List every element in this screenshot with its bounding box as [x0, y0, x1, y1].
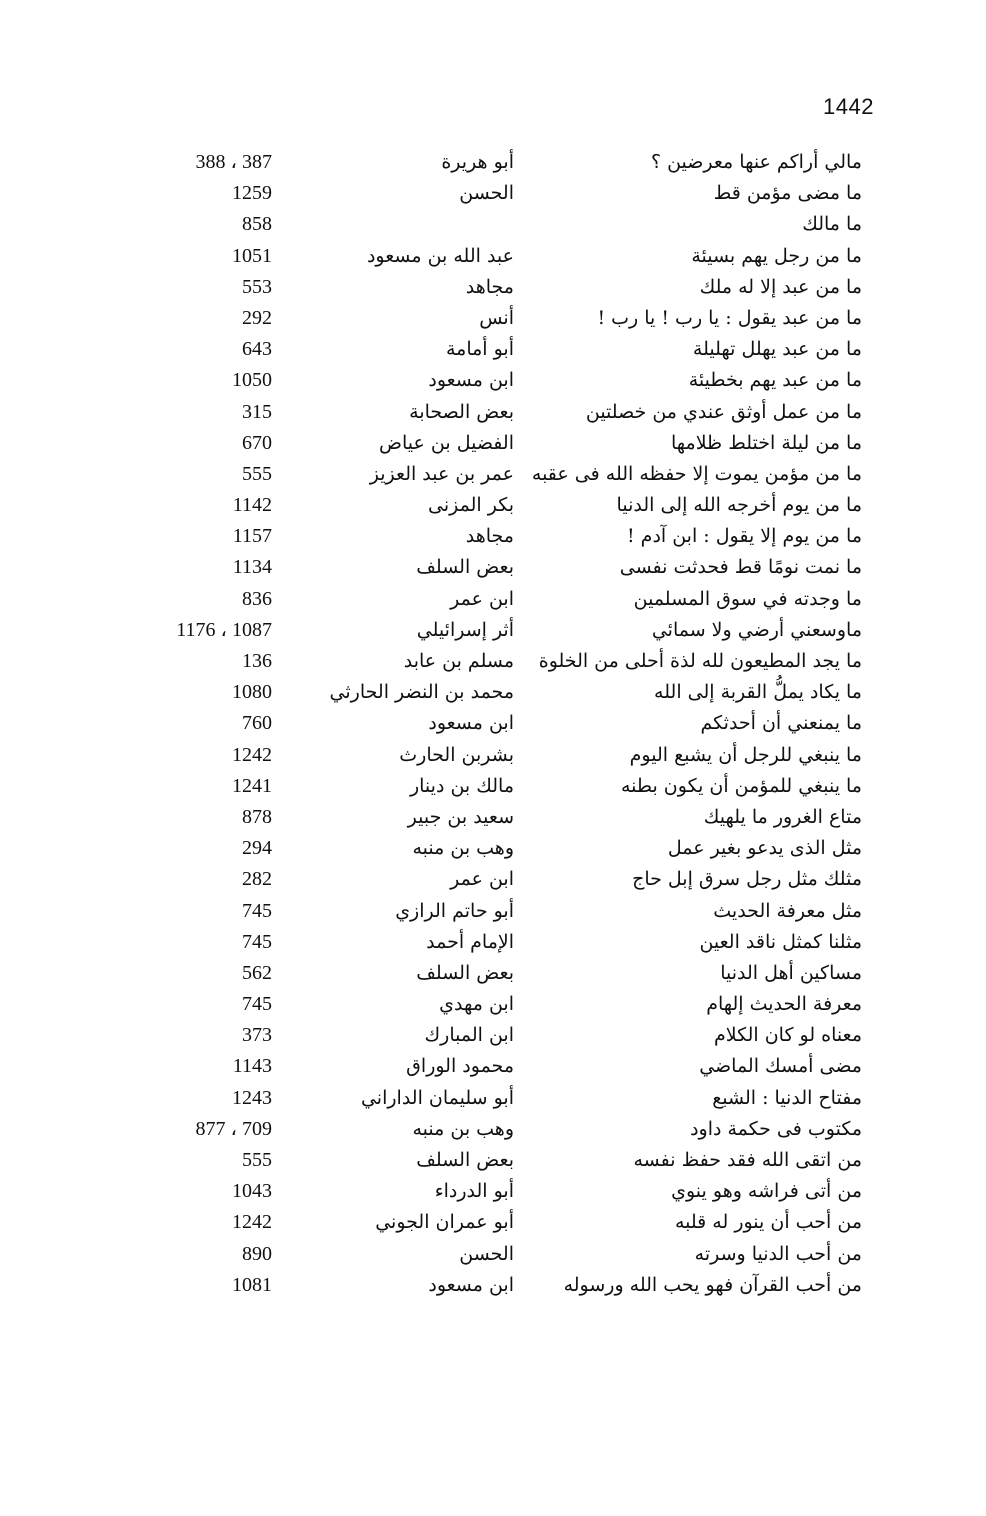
page-reference: 1242 — [232, 743, 272, 766]
index-row — [0, 646, 986, 677]
saying-text: مالي أراكم عنها معرضين ؟ — [650, 151, 862, 173]
index-row — [0, 896, 986, 927]
index-row — [0, 552, 986, 583]
page-reference: 562 — [242, 961, 272, 984]
index-row — [0, 365, 986, 396]
saying-text: ما من عبد يقول : يا رب ! يا رب ! — [597, 306, 862, 329]
index-row — [0, 1083, 986, 1114]
page-reference: 643 — [242, 338, 272, 361]
saying-text: مفتاح الدنيا : الشبع — [712, 1086, 862, 1109]
page-reference: 1134 — [232, 556, 272, 579]
saying-text: ما من يوم إلا يقول : ابن آدم ! — [627, 525, 862, 548]
narrator-name: الفضيل بن عياض — [379, 431, 514, 454]
narrator-name: الحسن — [459, 182, 514, 205]
saying-text: ما يجد المطيعون لله لذة أحلى من الخلوة — [538, 650, 862, 672]
index-row — [0, 147, 986, 178]
saying-text: ماوسعني أرضي ولا سمائي — [651, 618, 862, 641]
index-row — [0, 1270, 986, 1301]
narrator-name: مسلم بن عابد — [403, 650, 514, 672]
index-table — [0, 147, 986, 1301]
index-row — [0, 864, 986, 895]
index-row — [0, 584, 986, 615]
page-reference: 373 — [242, 1024, 272, 1047]
page-reference: 315 — [242, 400, 272, 423]
page-reference: 1087 ، 1176 — [176, 618, 272, 641]
narrator-name: أبو حاتم الرازي — [395, 899, 514, 922]
saying-text: ما يمنعني أن أحدثكم — [700, 712, 862, 735]
index-row — [0, 241, 986, 272]
saying-text: ما ينبغي للرجل أن يشبع اليوم — [629, 743, 862, 766]
page-reference: 670 — [242, 431, 272, 454]
saying-text: من أحب أن ينور له قلبه — [674, 1211, 862, 1234]
narrator-name: ابن مسعود — [428, 369, 514, 392]
saying-text: معناه لو كان الكلام — [714, 1024, 862, 1047]
narrator-name: بشربن الحارث — [399, 743, 514, 766]
saying-text: ما يكاد يملُّ القربة إلى الله — [654, 681, 862, 704]
page-reference: 1051 — [232, 244, 272, 267]
narrator-name: عبد الله بن مسعود — [366, 244, 514, 267]
index-row — [0, 958, 986, 989]
saying-text: متاع الغرور ما يلهيك — [703, 805, 862, 828]
narrator-name: بعض السلف — [416, 556, 514, 579]
saying-text: ما ينبغي للمؤمن أن يكون بطنه — [620, 774, 862, 797]
narrator-name: ابن المبارك — [424, 1024, 514, 1047]
index-row — [0, 1051, 986, 1082]
index-row — [0, 771, 986, 802]
narrator-name: مالك بن دينار — [409, 774, 514, 797]
narrator-name: أبو أمامة — [445, 338, 514, 361]
index-row — [0, 802, 986, 833]
page-reference: 709 ، 877 — [195, 1117, 272, 1140]
narrator-name: سعيد بن جبير — [407, 805, 514, 828]
page-reference: 1050 — [232, 369, 272, 392]
index-row — [0, 428, 986, 459]
index-row — [0, 708, 986, 739]
page-reference: 387 ، 388 — [195, 151, 272, 173]
saying-text: ما مالك — [802, 213, 862, 236]
narrator-name: عمر بن عبد العزيز — [369, 462, 514, 485]
narrator-name: أبو عمران الجوني — [375, 1211, 514, 1234]
index-row — [0, 740, 986, 771]
index-row — [0, 1176, 986, 1207]
index-row — [0, 209, 986, 240]
page-reference: 745 — [242, 899, 272, 922]
narrator-name: ابن مسعود — [428, 1273, 514, 1296]
index-row — [0, 1114, 986, 1145]
narrator-name: محمود الوراق — [406, 1055, 514, 1078]
index-row — [0, 1239, 986, 1270]
saying-text: ما نمت نومًا قط فحدثت نفسى — [619, 556, 862, 579]
page-reference: 890 — [242, 1242, 272, 1265]
index-row — [0, 303, 986, 334]
page-reference: 1242 — [232, 1211, 272, 1234]
narrator-name: بعض الصحابة — [409, 400, 514, 423]
page-reference: 760 — [242, 712, 272, 735]
narrator-name: ابن عمر — [450, 587, 514, 610]
page-reference: 1043 — [232, 1180, 272, 1203]
saying-text: مساكين أهل الدنيا — [720, 961, 862, 984]
narrator-name: أثر إسرائيلي — [416, 618, 514, 641]
index-row — [0, 1207, 986, 1238]
index-row — [0, 178, 986, 209]
saying-text: ما من ليلة اختلط ظلامها — [670, 431, 862, 454]
saying-text: ما من يوم أخرجه الله إلى الدنيا — [616, 494, 862, 517]
narrator-name: بكر المزنى — [428, 494, 514, 517]
narrator-name: الإمام أحمد — [426, 930, 514, 953]
narrator-name: ابن مسعود — [428, 712, 514, 735]
saying-text: ما من مؤمن يموت إلا حفظه الله فى عقبه — [531, 462, 862, 485]
narrator-name: وهب بن منبه — [412, 1117, 514, 1140]
narrator-name: مجاهد — [465, 525, 514, 548]
page-reference: 1142 — [232, 494, 272, 517]
saying-text: مثل معرفة الحديث — [713, 899, 862, 922]
narrator-name: وهب بن منبه — [412, 837, 514, 860]
page-reference: 745 — [242, 930, 272, 953]
saying-text: ما من عبد يهلل تهليلة — [692, 338, 862, 361]
page-reference: 136 — [242, 650, 272, 672]
saying-text: معرفة الحديث إلهام — [706, 993, 862, 1016]
page-reference: 555 — [242, 462, 272, 485]
page-reference: 555 — [242, 1149, 272, 1171]
saying-text: ما من رجل يهم بسيئة — [691, 244, 862, 267]
index-row — [0, 459, 986, 490]
saying-text: مثلك مثل رجل سرق إبل حاج — [632, 868, 862, 891]
saying-text: من أحب الدنيا وسرته — [694, 1242, 862, 1265]
index-row — [0, 927, 986, 958]
index-row — [0, 334, 986, 365]
index-row — [0, 272, 986, 303]
index-row — [0, 1145, 986, 1176]
narrator-name: محمد بن النضر الحارثي — [329, 681, 514, 704]
index-row — [0, 615, 986, 646]
page-reference: 294 — [242, 837, 272, 860]
page-reference: 1143 — [232, 1055, 272, 1078]
page-reference: 1080 — [232, 681, 272, 704]
narrator-name: الحسن — [459, 1242, 514, 1265]
narrator-name: أبو سليمان الداراني — [360, 1086, 514, 1109]
page-reference: 553 — [242, 275, 272, 298]
page-reference: 836 — [242, 587, 272, 610]
page-reference: 1259 — [232, 182, 272, 205]
index-row — [0, 521, 986, 552]
page-reference: 1243 — [232, 1086, 272, 1109]
page-reference: 858 — [242, 213, 272, 236]
narrator-name: بعض السلف — [416, 1149, 514, 1171]
page-reference: 745 — [242, 993, 272, 1016]
saying-text: ما من عمل أوثق عندي من خصلتين — [585, 400, 862, 423]
saying-text: مضى أمسك الماضي — [699, 1055, 862, 1078]
saying-text: ما مضى مؤمن قط — [713, 182, 862, 205]
saying-text: من اتقى الله فقد حفظ نفسه — [633, 1149, 862, 1171]
narrator-name: مجاهد — [465, 275, 514, 298]
narrator-name: أبو هريرة — [441, 151, 514, 173]
narrator-name: ابن مهدي — [439, 993, 514, 1016]
saying-text: مثل الذى يدعو بغير عمل — [667, 837, 862, 860]
page-reference: 282 — [242, 868, 272, 891]
saying-text: ما وجدته في سوق المسلمين — [633, 587, 862, 610]
narrator-name: أنس — [479, 306, 514, 329]
index-row — [0, 397, 986, 428]
narrator-name: ابن عمر — [450, 868, 514, 891]
saying-text: من أحب القرآن فهو يحب الله ورسوله — [563, 1273, 862, 1296]
saying-text: مكتوب فى حكمة داود — [690, 1117, 862, 1140]
page-reference: 1157 — [232, 525, 272, 548]
page-reference: 1081 — [232, 1273, 272, 1296]
narrator-name: أبو الدرداء — [434, 1180, 514, 1203]
saying-text: من أتى فراشه وهو ينوي — [671, 1180, 862, 1203]
narrator-name: بعض السلف — [416, 961, 514, 984]
saying-text: ما من عبد إلا له ملك — [699, 275, 862, 298]
index-row — [0, 490, 986, 521]
page-reference: 1241 — [232, 774, 272, 797]
index-row — [0, 989, 986, 1020]
page-reference: 292 — [242, 306, 272, 329]
page-number: 1442 — [823, 94, 874, 119]
index-row — [0, 677, 986, 708]
index-row — [0, 833, 986, 864]
saying-text: ما من عبد يهم بخطيئة — [688, 369, 862, 392]
page-reference: 878 — [242, 805, 272, 828]
index-row — [0, 1020, 986, 1051]
saying-text: مثلنا كمثل ناقد العين — [699, 930, 862, 953]
